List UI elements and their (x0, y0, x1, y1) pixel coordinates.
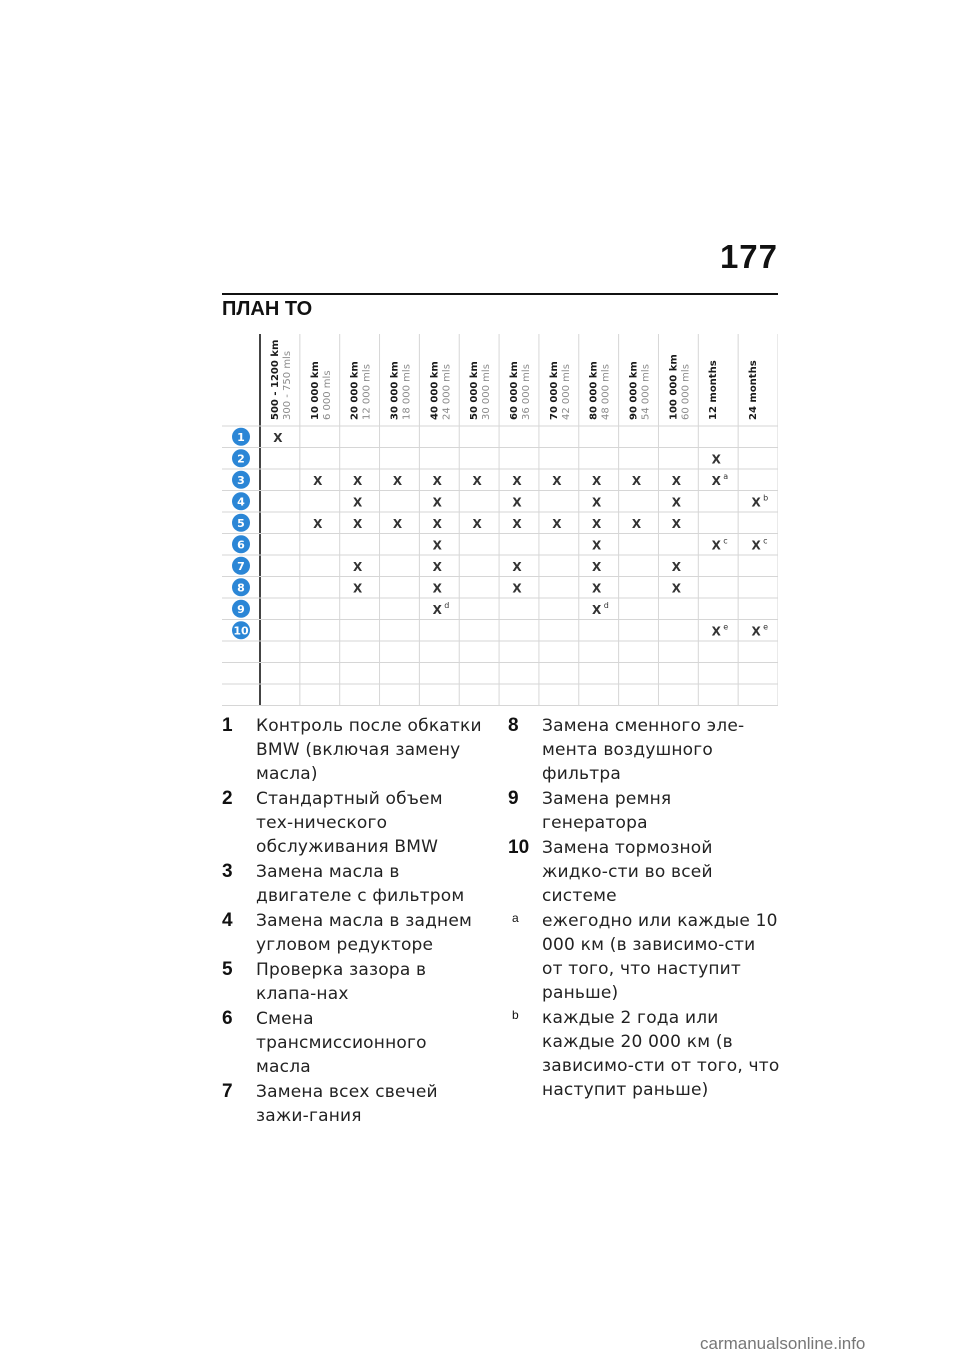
schedule-mark: X (631, 473, 642, 488)
schedule-mark: X (671, 516, 682, 531)
legend-item-text: Стандартный объем тех-нического обслуживания BMW (256, 789, 443, 857)
legend-item (222, 860, 484, 908)
watermark: carmanualsonline.info (700, 1334, 866, 1353)
legend-item-text: Замена тормозной жидко-сти во всей системе (542, 838, 713, 906)
legend-item (508, 836, 780, 908)
schedule-mark: X (512, 516, 522, 531)
schedule-mark: X (352, 516, 363, 531)
legend-item (508, 714, 780, 786)
schedule-mark: X (671, 581, 682, 596)
row-number-label: 8 (237, 581, 245, 595)
legend-item (222, 909, 484, 957)
legend-item-number: 10 (508, 837, 530, 858)
schedule-mark: X (592, 559, 602, 574)
schedule-mark: X (472, 473, 482, 488)
legend-item (222, 787, 484, 859)
schedule-mark: X (512, 559, 522, 574)
schedule-mark: X (671, 559, 682, 574)
column-header-mls: 12 000 mls (361, 364, 373, 420)
schedule-mark: X (392, 473, 403, 488)
legend-item-text: Замена сменного эле-мента воздушного фильтра (542, 716, 745, 784)
column-header-km: 80 000 km (588, 361, 600, 420)
legend-item (222, 958, 484, 1006)
legend-item (222, 714, 484, 786)
schedule-mark: X (313, 516, 323, 531)
schedule-mark: X (592, 495, 602, 510)
legend-item (222, 1080, 484, 1128)
row-number-label: 9 (237, 602, 245, 616)
schedule-mark: X (592, 473, 602, 488)
row-number-label: 2 (237, 452, 245, 466)
column-header-mls: 54 000 mls (640, 364, 652, 420)
column-header-km: 90 000 km (628, 361, 640, 420)
column-header-km: 100 000 km (668, 354, 680, 420)
row-number-label: 5 (237, 516, 245, 530)
schedule-mark-note: d (603, 600, 609, 610)
column-header-mls: 48 000 mls (600, 364, 612, 420)
schedule-mark: X (392, 516, 403, 531)
column-header-mls: 6 000 mls (321, 370, 333, 420)
schedule-mark: X (631, 516, 642, 531)
schedule-mark: X (592, 538, 602, 553)
schedule-mark-note: e (723, 622, 729, 632)
schedule-mark: X (711, 538, 721, 553)
schedule-mark: X (432, 473, 442, 488)
legend-item-text: ежегодно или каждые 10 000 км (в зависимо-сти от того, что наступит раньше) (542, 911, 778, 1003)
column-header-mls: 24 000 mls (441, 364, 453, 420)
schedule-mark: X (512, 581, 522, 596)
legend-item (222, 1007, 484, 1079)
column-header-km: 24 months (748, 360, 760, 420)
schedule-mark: X (711, 624, 721, 639)
column-header-mls: 30 000 mls (481, 364, 493, 420)
schedule-mark: X (352, 495, 363, 510)
legend-item-text: Замена масла в двигателе с фильтром (256, 862, 465, 906)
column-header-mls: 60 000 mls (680, 364, 692, 420)
row-number-label: 6 (237, 538, 245, 552)
schedule-mark-note: a (723, 471, 729, 481)
legend-item-number: 5 (222, 959, 233, 980)
column-header-mls: 18 000 mls (401, 364, 413, 420)
schedule-mark-note: b (763, 493, 769, 503)
legend-item-text: каждые 2 года или каждые 20 000 км (в зависимо-сти от того, что наступит раньше) (542, 1008, 780, 1100)
schedule-mark-note: c (763, 536, 768, 546)
schedule-mark: X (671, 473, 682, 488)
column-header-km: 20 000 km (349, 361, 361, 420)
legend-item (508, 909, 780, 1005)
legend-item-text: Замена ремня генератора (542, 789, 672, 833)
schedule-mark: X (512, 495, 522, 510)
legend-item-text: Проверка зазора в клапа-нах (256, 960, 427, 1004)
schedule-mark: X (711, 452, 721, 467)
schedule-mark-note: d (444, 600, 450, 610)
column-header-mls: 42 000 mls (560, 364, 572, 420)
schedule-mark: X (552, 516, 562, 531)
schedule-mark: X (552, 473, 562, 488)
column-header-km: 30 000 km (389, 361, 401, 420)
schedule-mark: X (592, 516, 602, 531)
schedule-mark: X (512, 473, 522, 488)
legend-item-number: 8 (508, 715, 519, 736)
schedule-mark: X (313, 473, 323, 488)
schedule-mark: X (352, 559, 363, 574)
row-number-label: 7 (237, 559, 245, 573)
schedule-mark: X (432, 581, 442, 596)
legend-right-column (508, 714, 780, 1103)
legend-left-column (222, 714, 484, 1129)
maintenance-schedule-table (222, 328, 778, 706)
schedule-mark: X (432, 495, 442, 510)
column-header-km: 500 - 1200 km (269, 339, 281, 420)
schedule-grid (222, 328, 778, 706)
schedule-mark: X (472, 516, 482, 531)
legend-item-number: 3 (222, 861, 233, 882)
section-title: ПЛАН ТО (222, 298, 313, 320)
schedule-mark: X (432, 516, 442, 531)
legend-item-number: 9 (508, 788, 519, 809)
schedule-mark: X (751, 538, 761, 553)
schedule-mark: X (592, 581, 602, 596)
schedule-mark: X (432, 602, 442, 617)
header-rule (222, 293, 778, 295)
legend-note-letter: a (512, 911, 519, 925)
legend-item (508, 787, 780, 835)
legend-item-text: Контроль после обкатки BMW (включая замену масла) (256, 716, 482, 784)
schedule-mark: X (352, 473, 363, 488)
row-number-label: 4 (237, 495, 245, 509)
legend-item-number: 7 (222, 1081, 233, 1102)
schedule-mark: X (432, 559, 442, 574)
legend-item-text: Замена масла в заднем угловом редукторе (256, 911, 473, 955)
column-header-km: 50 000 km (469, 361, 481, 420)
schedule-mark: X (432, 538, 442, 553)
schedule-mark: X (711, 473, 721, 488)
schedule-mark: X (751, 495, 761, 510)
schedule-mark: X (671, 495, 682, 510)
column-header-mls: 36 000 mls (521, 364, 532, 420)
schedule-mark: X (352, 581, 363, 596)
row-number-label: 10 (233, 624, 249, 638)
legend-item-number: 2 (222, 788, 233, 809)
row-number-label: 1 (237, 430, 245, 444)
column-header-km: 12 months (708, 360, 720, 420)
column-header-km: 60 000 km (509, 361, 520, 420)
schedule-mark-note: c (723, 536, 728, 546)
row-number-label: 3 (237, 473, 245, 487)
legend-note-letter: b (512, 1008, 519, 1022)
page-number: 177 (719, 238, 778, 275)
legend-item-number: 1 (222, 715, 233, 736)
column-header-km: 70 000 km (548, 361, 560, 420)
legend-item-text: Замена всех свечей зажи-гания (256, 1082, 438, 1126)
legend-item (508, 1006, 780, 1102)
schedule-mark: X (592, 602, 602, 617)
legend-item-number: 4 (222, 910, 233, 931)
column-header-km: 40 000 km (429, 361, 441, 420)
legend-item-number: 6 (222, 1008, 233, 1029)
schedule-mark: X (273, 430, 283, 445)
column-header-mls: 300 - 750 mls (281, 350, 293, 420)
schedule-mark-note: e (763, 622, 768, 632)
legend-item-text: Смена трансмиссионного масла (256, 1009, 427, 1077)
column-header-km: 10 000 km (309, 361, 321, 420)
schedule-mark: X (751, 624, 761, 639)
